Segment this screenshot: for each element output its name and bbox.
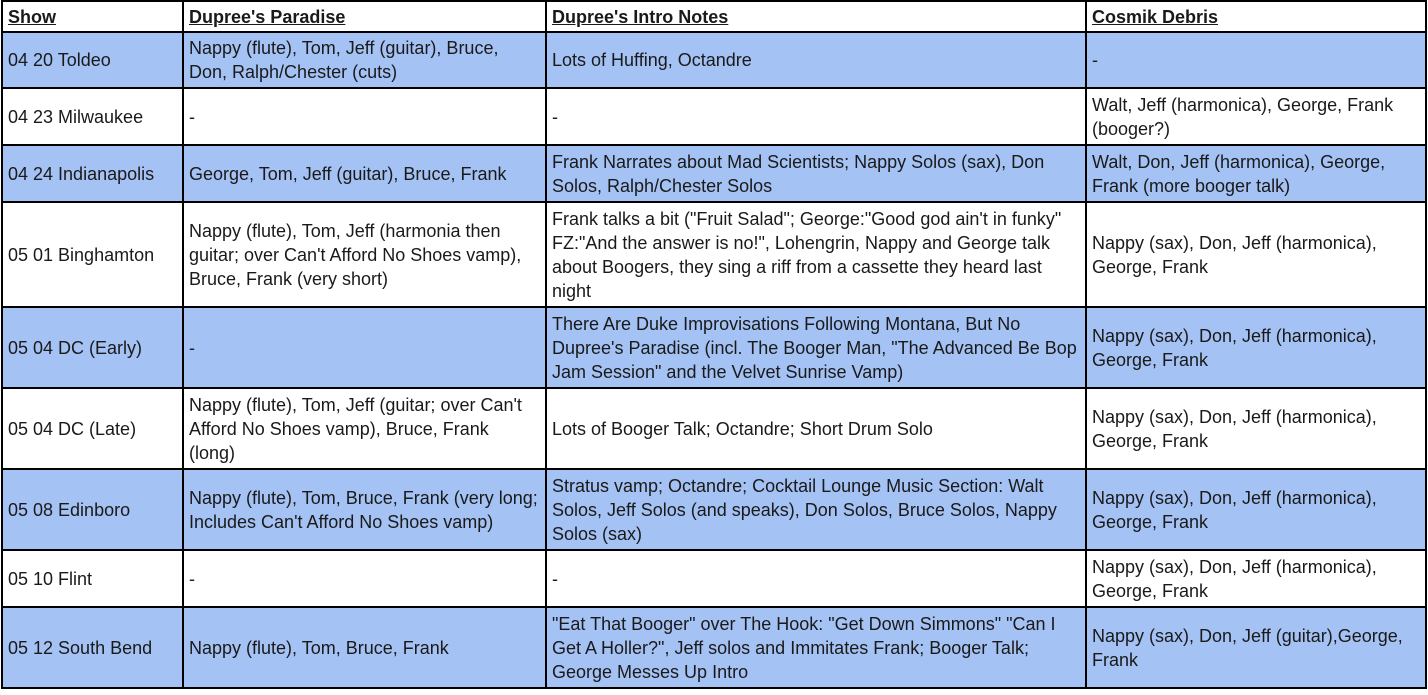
- column-header-show[interactable]: Show: [2, 1, 183, 32]
- cell-intro-notes[interactable]: Frank talks a bit ("Fruit Salad"; George:"Good god ain't in funky" FZ:"And the answer is no!", Lohengrin, Nappy and George talk about Boogers, they sing a riff from a cassette they heard last night: [546, 202, 1086, 307]
- cell-cosmik-debris[interactable]: Walt, Don, Jeff (harmonica), George, Frank (more booger talk): [1086, 145, 1426, 202]
- table-row: [2, 388, 1426, 469]
- cell-intro-notes[interactable]: There Are Duke Improvisations Following Montana, But No Dupree's Paradise (incl. The Booger Man, "The Advanced Be Bop Jam Session" and the Velvet Sunrise Vamp): [546, 307, 1086, 388]
- cell-show[interactable]: 05 10 Flint: [2, 550, 183, 607]
- column-header-duprees-paradise[interactable]: Dupree's Paradise: [183, 1, 546, 32]
- table-row: [2, 607, 1426, 688]
- cell-duprees-paradise[interactable]: Nappy (flute), Tom, Jeff (guitar), Bruce, Don, Ralph/Chester (cuts): [183, 32, 546, 88]
- cell-cosmik-debris[interactable]: Nappy (sax), Don, Jeff (harmonica), George, Frank: [1086, 388, 1426, 469]
- cell-cosmik-debris[interactable]: -: [1086, 32, 1426, 88]
- table-row: [2, 88, 1426, 145]
- cell-intro-notes[interactable]: Lots of Booger Talk; Octandre; Short Drum Solo: [546, 388, 1086, 469]
- table-row: [2, 32, 1426, 88]
- setlist-table: [1, 0, 1427, 689]
- cell-duprees-paradise[interactable]: -: [183, 550, 546, 607]
- table-row: [2, 550, 1426, 607]
- column-header-duprees-intro-notes[interactable]: Dupree's Intro Notes: [546, 1, 1086, 32]
- cell-duprees-paradise[interactable]: Nappy (flute), Tom, Bruce, Frank (very long; Includes Can't Afford No Shoes vamp): [183, 469, 546, 550]
- cell-show[interactable]: 04 24 Indianapolis: [2, 145, 183, 202]
- cell-cosmik-debris[interactable]: Walt, Jeff (harmonica), George, Frank (booger?): [1086, 88, 1426, 145]
- cell-show[interactable]: 05 08 Edinboro: [2, 469, 183, 550]
- cell-cosmik-debris[interactable]: Nappy (sax), Don, Jeff (harmonica), George, Frank: [1086, 307, 1426, 388]
- cell-intro-notes[interactable]: "Eat That Booger" over The Hook: "Get Down Simmons" "Can I Get A Holler?", Jeff solos and Immitates Frank; Booger Talk; George Messes Up Intro: [546, 607, 1086, 688]
- cell-intro-notes[interactable]: Frank Narrates about Mad Scientists; Nappy Solos (sax), Don Solos, Ralph/Chester Solos: [546, 145, 1086, 202]
- table-row: [2, 307, 1426, 388]
- cell-intro-notes[interactable]: -: [546, 550, 1086, 607]
- cell-duprees-paradise[interactable]: Nappy (flute), Tom, Jeff (harmonia then guitar; over Can't Afford No Shoes vamp), Bruce, Frank (very short): [183, 202, 546, 307]
- cell-show[interactable]: 05 01 Binghamton: [2, 202, 183, 307]
- cell-cosmik-debris[interactable]: Nappy (sax), Don, Jeff (harmonica), George, Frank: [1086, 550, 1426, 607]
- cell-duprees-paradise[interactable]: -: [183, 307, 546, 388]
- cell-cosmik-debris[interactable]: Nappy (sax), Don, Jeff (harmonica), George, Frank: [1086, 469, 1426, 550]
- table-row: [2, 469, 1426, 550]
- cell-duprees-paradise[interactable]: George, Tom, Jeff (guitar), Bruce, Frank: [183, 145, 546, 202]
- cell-cosmik-debris[interactable]: Nappy (sax), Don, Jeff (guitar),George, Frank: [1086, 607, 1426, 688]
- header-row: [2, 1, 1426, 32]
- cell-show[interactable]: 05 04 DC (Early): [2, 307, 183, 388]
- cell-duprees-paradise[interactable]: -: [183, 88, 546, 145]
- cell-intro-notes[interactable]: -: [546, 88, 1086, 145]
- cell-show[interactable]: 05 04 DC (Late): [2, 388, 183, 469]
- table-row: [2, 145, 1426, 202]
- cell-cosmik-debris[interactable]: Nappy (sax), Don, Jeff (harmonica), George, Frank: [1086, 202, 1426, 307]
- cell-show[interactable]: 04 23 Milwaukee: [2, 88, 183, 145]
- cell-duprees-paradise[interactable]: Nappy (flute), Tom, Jeff (guitar; over Can't Afford No Shoes vamp), Bruce, Frank (long): [183, 388, 546, 469]
- cell-duprees-paradise[interactable]: Nappy (flute), Tom, Bruce, Frank: [183, 607, 546, 688]
- column-header-cosmik-debris[interactable]: Cosmik Debris: [1086, 1, 1426, 32]
- cell-intro-notes[interactable]: Stratus vamp; Octandre; Cocktail Lounge Music Section: Walt Solos, Jeff Solos (and speaks), Don Solos, Bruce Solos, Nappy Solos (sax): [546, 469, 1086, 550]
- cell-intro-notes[interactable]: Lots of Huffing, Octandre: [546, 32, 1086, 88]
- table-row: [2, 202, 1426, 307]
- cell-show[interactable]: 04 20 Toldeo: [2, 32, 183, 88]
- cell-show[interactable]: 05 12 South Bend: [2, 607, 183, 688]
